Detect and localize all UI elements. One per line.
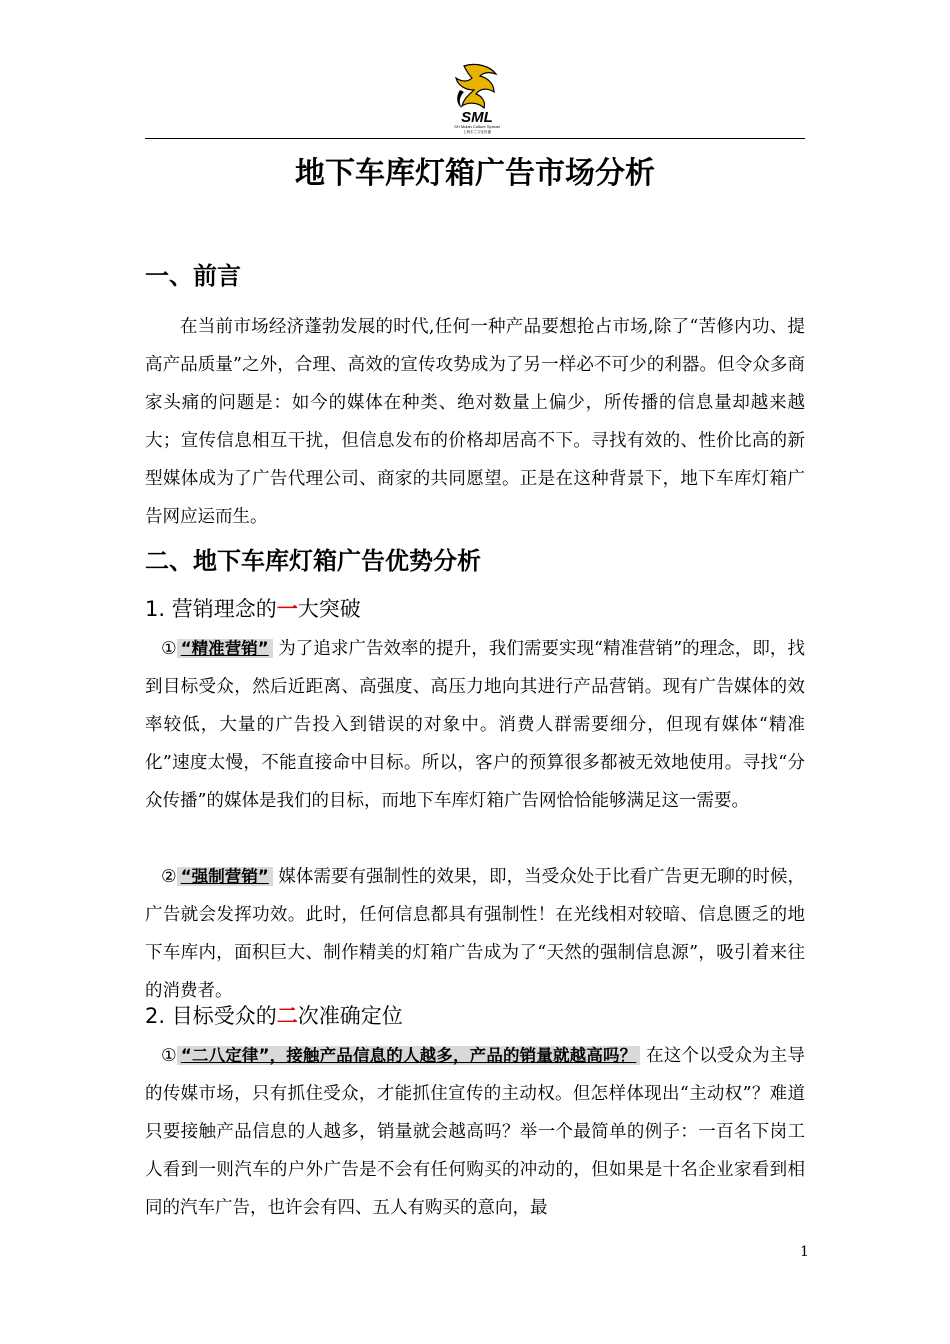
subsection-2-highlight: 二 bbox=[276, 1004, 298, 1028]
header-divider bbox=[145, 138, 805, 139]
subsection-1-prefix: 1. 营销理念的 bbox=[145, 597, 277, 621]
forced-marketing-tag: “强制营销” bbox=[177, 867, 273, 886]
forced-marketing-paragraph bbox=[145, 858, 805, 1010]
logo-subtitle: 上海木兰文化传播 bbox=[463, 130, 491, 134]
item-marker: ① bbox=[161, 639, 177, 659]
logo-tagline: SH Mulan Culture Spread bbox=[454, 124, 500, 129]
document-title: 地下车库灯箱广告市场分析 bbox=[295, 156, 655, 191]
subsection-1-highlight: 一 bbox=[276, 597, 298, 621]
logo-text: SML bbox=[461, 109, 493, 126]
precision-marketing-text: 为了追求广告效率的提升，我们需要实现“精准营销”的理念，即，找到目标受众，然后近距离、高强度、高压力地向其进行产品营销。现有广告媒体的效率较低，大量的广告投入到错误的对象中。消费人群需要细分，但现有媒体“精准化”速度太慢，不能直接命中目标。所以，客户的预算很多都被无效地使用。寻找“分众传播”的媒体是我们的目标，而地下车库灯箱广告网恰恰能够满足这一需要。 bbox=[145, 639, 805, 811]
pareto-text: 在这个以受众为主导的传媒市场，只有抓住受众，才能抓住宣传的主动权。但怎样体现出“主动权”？难道只要接触产品信息的人越多，销量就会越高吗？举一个最简单的例子：一百名下岗工人看到一则汽车的户外广告是不会有任何购买的冲动的，但如果是十名企业家看到相同的汽车广告，也许会有四、五人有购买的意向，最 bbox=[145, 1046, 805, 1218]
item-marker: ① bbox=[161, 1046, 177, 1066]
item-marker: ② bbox=[161, 867, 177, 887]
section-heading-advantages: 二、地下车库灯箱广告优势分析 bbox=[145, 547, 481, 575]
precision-marketing-tag: “精准营销” bbox=[177, 639, 273, 658]
subsection-2-suffix: 次准确定位 bbox=[297, 1004, 403, 1028]
page-number: 1 bbox=[800, 1244, 809, 1260]
forced-marketing-text: 媒体需要有强制性的效果，即，当受众处于比看广告更无聊的时候，广告就会发挥功效。此时，任何信息都具有强制性！在光线相对较暗、信息匮乏的地下车库内，面积巨大、制作精美的灯箱广告成为了“天然的强制信息源”，吸引着来往的消费者。 bbox=[145, 867, 805, 1001]
subsection-heading-1 bbox=[145, 593, 361, 625]
phoenix-logo-icon bbox=[446, 60, 508, 134]
subsection-1-suffix: 大突破 bbox=[297, 597, 361, 621]
pareto-paragraph bbox=[145, 1037, 805, 1227]
subsection-heading-2 bbox=[145, 1000, 403, 1032]
preface-paragraph: 在当前市场经济蓬勃发展的时代,任何一种产品要想抢占市场,除了“苦修内功、提高产品质量”之外，合理、高效的宣传攻势成为了另一样必不可少的利器。但令众多商家头痛的问题是：如今的媒体在种类、绝对数量上偏少，所传播的信息量却越来越大；宣传信息相互干扰，但信息发布的价格却居高不下。寻找有效的、性价比高的新型媒体成为了广告代理公司、商家的共同愿望。正是在这种背景下，地下车库灯箱广告网应运而生。 bbox=[145, 317, 805, 527]
company-logo bbox=[446, 60, 508, 134]
section-heading-preface: 一、前言 bbox=[145, 262, 241, 290]
subsection-2-prefix: 2. 目标受众的 bbox=[145, 1004, 277, 1028]
pareto-tag: “二八定律”，接触产品信息的人越多，产品的销量就越高吗？ bbox=[177, 1046, 641, 1065]
precision-marketing-paragraph bbox=[145, 630, 805, 820]
